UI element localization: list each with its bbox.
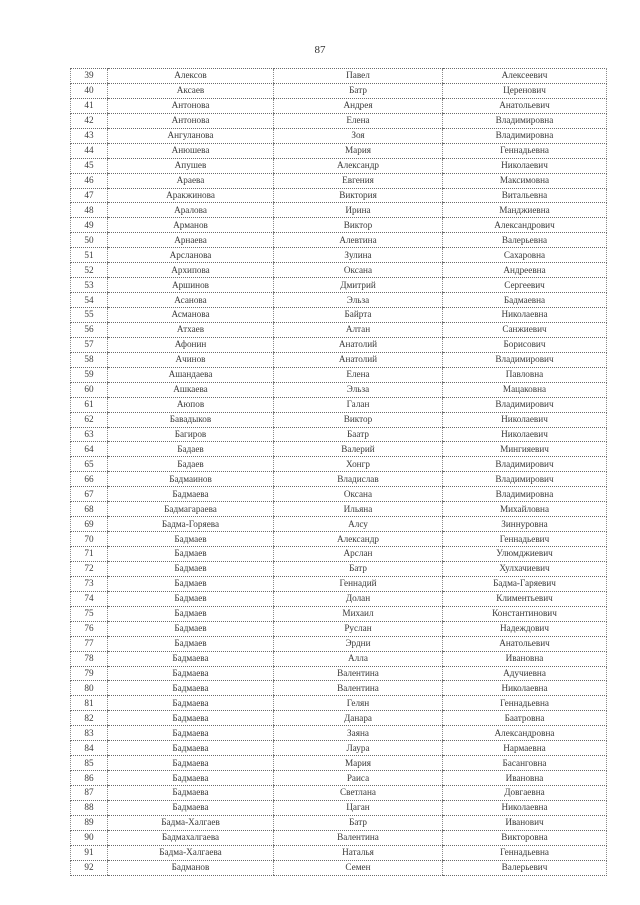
cell-num: 58 [71,352,108,367]
table-row [71,681,607,696]
table-row [71,756,607,771]
table-row [71,143,607,158]
cell-num: 42 [71,113,108,128]
cell-given: Эрдни [274,636,443,651]
cell-surname: Аршинов [108,278,274,293]
table-row [71,173,607,188]
cell-num: 88 [71,800,108,815]
cell-patronymic: Павловна [443,367,607,382]
cell-given: Валентина [274,666,443,681]
cell-given: Эльза [274,382,443,397]
cell-patronymic: Николаевич [443,427,607,442]
cell-surname: Бадмаев [108,591,274,606]
cell-patronymic: Владимирович [443,352,607,367]
cell-given: Алевтина [274,233,443,248]
table-row [71,293,607,308]
cell-patronymic: Андреевна [443,263,607,278]
cell-num: 68 [71,502,108,517]
cell-patronymic: Анатольевич [443,636,607,651]
cell-patronymic: Иванович [443,815,607,830]
cell-patronymic: Сергеевич [443,278,607,293]
cell-num: 52 [71,263,108,278]
cell-given: Дмитрий [274,278,443,293]
cell-patronymic: Витальевна [443,188,607,203]
cell-patronymic: Мингияевич [443,442,607,457]
cell-surname: Бадмаев [108,576,274,591]
cell-patronymic: Владимировна [443,487,607,502]
cell-given: Ирина [274,203,443,218]
cell-given: Гелян [274,696,443,711]
cell-given: Александр [274,532,443,547]
cell-given: Владислав [274,472,443,487]
cell-given: Оксана [274,487,443,502]
cell-num: 59 [71,367,108,382]
cell-surname: Бадмаева [108,487,274,502]
cell-num: 60 [71,382,108,397]
cell-given: Алтан [274,322,443,337]
cell-surname: Арсланова [108,248,274,263]
cell-num: 53 [71,278,108,293]
cell-surname: Афонин [108,337,274,352]
cell-num: 57 [71,337,108,352]
cell-surname: Бадмаева [108,666,274,681]
cell-given: Руслан [274,621,443,636]
cell-num: 63 [71,427,108,442]
cell-patronymic: Бадма-Гаряевич [443,576,607,591]
cell-given: Баатр [274,427,443,442]
cell-surname: Бадмаев [108,636,274,651]
cell-patronymic: Бадмаевна [443,293,607,308]
table-row [71,397,607,412]
cell-given: Мария [274,756,443,771]
table-row [71,606,607,621]
cell-surname: Антонова [108,98,274,113]
cell-patronymic: Владимирович [443,457,607,472]
cell-patronymic: Владимировна [443,128,607,143]
table-row [71,128,607,143]
cell-num: 79 [71,666,108,681]
cell-num: 39 [71,69,108,84]
cell-surname: Бадмаева [108,651,274,666]
cell-patronymic: Николаевич [443,412,607,427]
cell-patronymic: Геннадьевна [443,696,607,711]
table-row [71,845,607,860]
cell-surname: Бадма-Халгаева [108,845,274,860]
cell-num: 43 [71,128,108,143]
cell-surname: Антонова [108,113,274,128]
cell-surname: Аюпов [108,397,274,412]
cell-patronymic: Адучиевна [443,666,607,681]
cell-patronymic: Владимировна [443,113,607,128]
cell-surname: Ангуланова [108,128,274,143]
table-row [71,457,607,472]
cell-num: 78 [71,651,108,666]
roster-table [70,68,607,876]
cell-num: 67 [71,487,108,502]
cell-num: 77 [71,636,108,651]
table-row [71,442,607,457]
cell-given: Елена [274,367,443,382]
table-row [71,188,607,203]
cell-num: 56 [71,322,108,337]
cell-surname: Архипова [108,263,274,278]
table-row [71,113,607,128]
cell-surname: Бадмаева [108,771,274,786]
cell-num: 70 [71,532,108,547]
cell-surname: Бадмаева [108,726,274,741]
cell-num: 47 [71,188,108,203]
table-row [71,427,607,442]
cell-patronymic: Улюмджиевич [443,547,607,562]
table-row [71,322,607,337]
cell-num: 46 [71,173,108,188]
cell-num: 44 [71,143,108,158]
table-row [71,561,607,576]
table-row [71,517,607,532]
table-row [71,621,607,636]
cell-surname: Алексов [108,69,274,84]
cell-given: Лаура [274,741,443,756]
cell-given: Семен [274,860,443,875]
cell-num: 40 [71,83,108,98]
cell-num: 91 [71,845,108,860]
cell-surname: Ашандаева [108,367,274,382]
cell-num: 92 [71,860,108,875]
cell-given: Батр [274,83,443,98]
cell-surname: Бадмаев [108,532,274,547]
table-row [71,233,607,248]
cell-given: Батр [274,815,443,830]
cell-num: 65 [71,457,108,472]
cell-num: 83 [71,726,108,741]
cell-surname: Ашкаева [108,382,274,397]
cell-surname: Атхаев [108,322,274,337]
cell-surname: Бадмаинов [108,472,274,487]
table-row [71,487,607,502]
cell-surname: Бадмаева [108,711,274,726]
table-row [71,203,607,218]
cell-given: Оксана [274,263,443,278]
table-row [71,636,607,651]
cell-patronymic: Мацаковна [443,382,607,397]
cell-num: 66 [71,472,108,487]
cell-surname: Бадмахалгаева [108,830,274,845]
cell-num: 55 [71,308,108,323]
table-row [71,412,607,427]
cell-given: Ильяна [274,502,443,517]
table-row [71,651,607,666]
cell-num: 48 [71,203,108,218]
cell-surname: Бадмаева [108,800,274,815]
table-row [71,158,607,173]
cell-given: Анатолий [274,337,443,352]
cell-num: 41 [71,98,108,113]
cell-num: 62 [71,412,108,427]
table-row [71,337,607,352]
cell-surname: Бавадыков [108,412,274,427]
cell-given: Зоя [274,128,443,143]
table-row [71,308,607,323]
cell-given: Геннадий [274,576,443,591]
cell-patronymic: Климентьевич [443,591,607,606]
table-row [71,726,607,741]
cell-given: Алсу [274,517,443,532]
cell-given: Раиса [274,771,443,786]
cell-given: Зулина [274,248,443,263]
cell-patronymic: Викторовна [443,830,607,845]
cell-num: 86 [71,771,108,786]
cell-surname: Бадмаева [108,741,274,756]
page-number: 87 [314,44,326,56]
cell-surname: Багиров [108,427,274,442]
table-row [71,218,607,233]
cell-given: Долан [274,591,443,606]
cell-given: Алла [274,651,443,666]
cell-given: Мария [274,143,443,158]
cell-num: 75 [71,606,108,621]
cell-given: Валентина [274,681,443,696]
cell-given: Виктор [274,412,443,427]
cell-patronymic: Геннадьевна [443,845,607,860]
cell-given: Наталья [274,845,443,860]
cell-patronymic: Валерьевна [443,233,607,248]
cell-patronymic: Михайловна [443,502,607,517]
cell-num: 90 [71,830,108,845]
cell-patronymic: Геннадьевна [443,143,607,158]
cell-surname: Анюшева [108,143,274,158]
cell-surname: Бадмаева [108,681,274,696]
cell-surname: Бадманов [108,860,274,875]
table-row [71,382,607,397]
table-row [71,352,607,367]
cell-given: Виктор [274,218,443,233]
cell-patronymic: Анатольевич [443,98,607,113]
cell-surname: Бадмагараева [108,502,274,517]
table-row [71,860,607,875]
cell-given: Арслан [274,547,443,562]
cell-num: 50 [71,233,108,248]
cell-patronymic: Николаевна [443,800,607,815]
cell-patronymic: Николаевна [443,681,607,696]
cell-surname: Аралова [108,203,274,218]
cell-surname: Бадмаев [108,561,274,576]
cell-surname: Аракжинова [108,188,274,203]
table-row [71,502,607,517]
table-row [71,472,607,487]
cell-given: Александр [274,158,443,173]
cell-given: Елена [274,113,443,128]
table-row [71,800,607,815]
cell-num: 45 [71,158,108,173]
cell-patronymic: Довгаевна [443,786,607,801]
cell-given: Батр [274,561,443,576]
cell-patronymic: Ивановна [443,651,607,666]
cell-given: Данара [274,711,443,726]
table-row [71,666,607,681]
cell-num: 81 [71,696,108,711]
cell-patronymic: Алексеевич [443,69,607,84]
cell-num: 84 [71,741,108,756]
table-row [71,830,607,845]
cell-num: 49 [71,218,108,233]
cell-surname: Асанова [108,293,274,308]
cell-patronymic: Геннадьевич [443,532,607,547]
cell-surname: Бадмаева [108,696,274,711]
cell-patronymic: Басанговна [443,756,607,771]
cell-num: 69 [71,517,108,532]
cell-patronymic: Владимирович [443,472,607,487]
cell-given: Байрта [274,308,443,323]
cell-given: Павел [274,69,443,84]
cell-patronymic: Валерьевич [443,860,607,875]
cell-patronymic: Зиннуровна [443,517,607,532]
cell-surname: Аксаев [108,83,274,98]
cell-given: Анатолий [274,352,443,367]
cell-patronymic: Баатровна [443,711,607,726]
table-row [71,815,607,830]
table-row [71,771,607,786]
cell-surname: Бадмаев [108,621,274,636]
cell-given: Эльза [274,293,443,308]
cell-patronymic: Николаевна [443,308,607,323]
table-row [71,741,607,756]
cell-num: 80 [71,681,108,696]
cell-surname: Апушев [108,158,274,173]
cell-num: 85 [71,756,108,771]
cell-surname: Бадмаева [108,786,274,801]
cell-surname: Бадмаева [108,756,274,771]
cell-given: Цаган [274,800,443,815]
table-row [71,532,607,547]
table-row [71,711,607,726]
cell-patronymic: Александровна [443,726,607,741]
cell-num: 72 [71,561,108,576]
cell-given: Светлана [274,786,443,801]
table-row [71,69,607,84]
cell-patronymic: Нармаевна [443,741,607,756]
cell-patronymic: Санжиевич [443,322,607,337]
table-row [71,98,607,113]
cell-patronymic: Церенович [443,83,607,98]
table-row [71,367,607,382]
cell-patronymic: Борисович [443,337,607,352]
table-row [71,278,607,293]
cell-given: Валерий [274,442,443,457]
cell-surname: Ачинов [108,352,274,367]
cell-patronymic: Надеждович [443,621,607,636]
table-row [71,547,607,562]
cell-num: 76 [71,621,108,636]
cell-given: Галан [274,397,443,412]
table-row [71,576,607,591]
cell-surname: Бадмаев [108,547,274,562]
cell-surname: Арманов [108,218,274,233]
cell-num: 74 [71,591,108,606]
cell-surname: Бадаев [108,457,274,472]
cell-given: Хонгр [274,457,443,472]
cell-surname: Бадма-Халгаев [108,815,274,830]
cell-surname: Бадаев [108,442,274,457]
cell-given: Андрея [274,98,443,113]
cell-num: 89 [71,815,108,830]
table-row [71,83,607,98]
cell-num: 64 [71,442,108,457]
cell-num: 87 [71,786,108,801]
cell-surname: Асманова [108,308,274,323]
table-row [71,696,607,711]
cell-patronymic: Максимовна [443,173,607,188]
table-row [71,786,607,801]
cell-given: Виктория [274,188,443,203]
cell-given: Михаил [274,606,443,621]
cell-num: 61 [71,397,108,412]
cell-patronymic: Сахаровна [443,248,607,263]
cell-patronymic: Николаевич [443,158,607,173]
cell-given: Евгения [274,173,443,188]
cell-surname: Араева [108,173,274,188]
cell-patronymic: Константинович [443,606,607,621]
cell-patronymic: Манджиевна [443,203,607,218]
cell-num: 51 [71,248,108,263]
cell-patronymic: Ивановна [443,771,607,786]
cell-patronymic: Владимирович [443,397,607,412]
cell-given: Заяна [274,726,443,741]
table-row [71,591,607,606]
table-row [71,248,607,263]
cell-num: 54 [71,293,108,308]
cell-surname: Арнаева [108,233,274,248]
cell-patronymic: Хулхачиевич [443,561,607,576]
cell-patronymic: Александрович [443,218,607,233]
roster-body [71,69,607,876]
cell-num: 82 [71,711,108,726]
cell-num: 73 [71,576,108,591]
cell-num: 71 [71,547,108,562]
cell-given: Валентина [274,830,443,845]
cell-surname: Бадмаев [108,606,274,621]
cell-surname: Бадма-Горяева [108,517,274,532]
table-row [71,263,607,278]
